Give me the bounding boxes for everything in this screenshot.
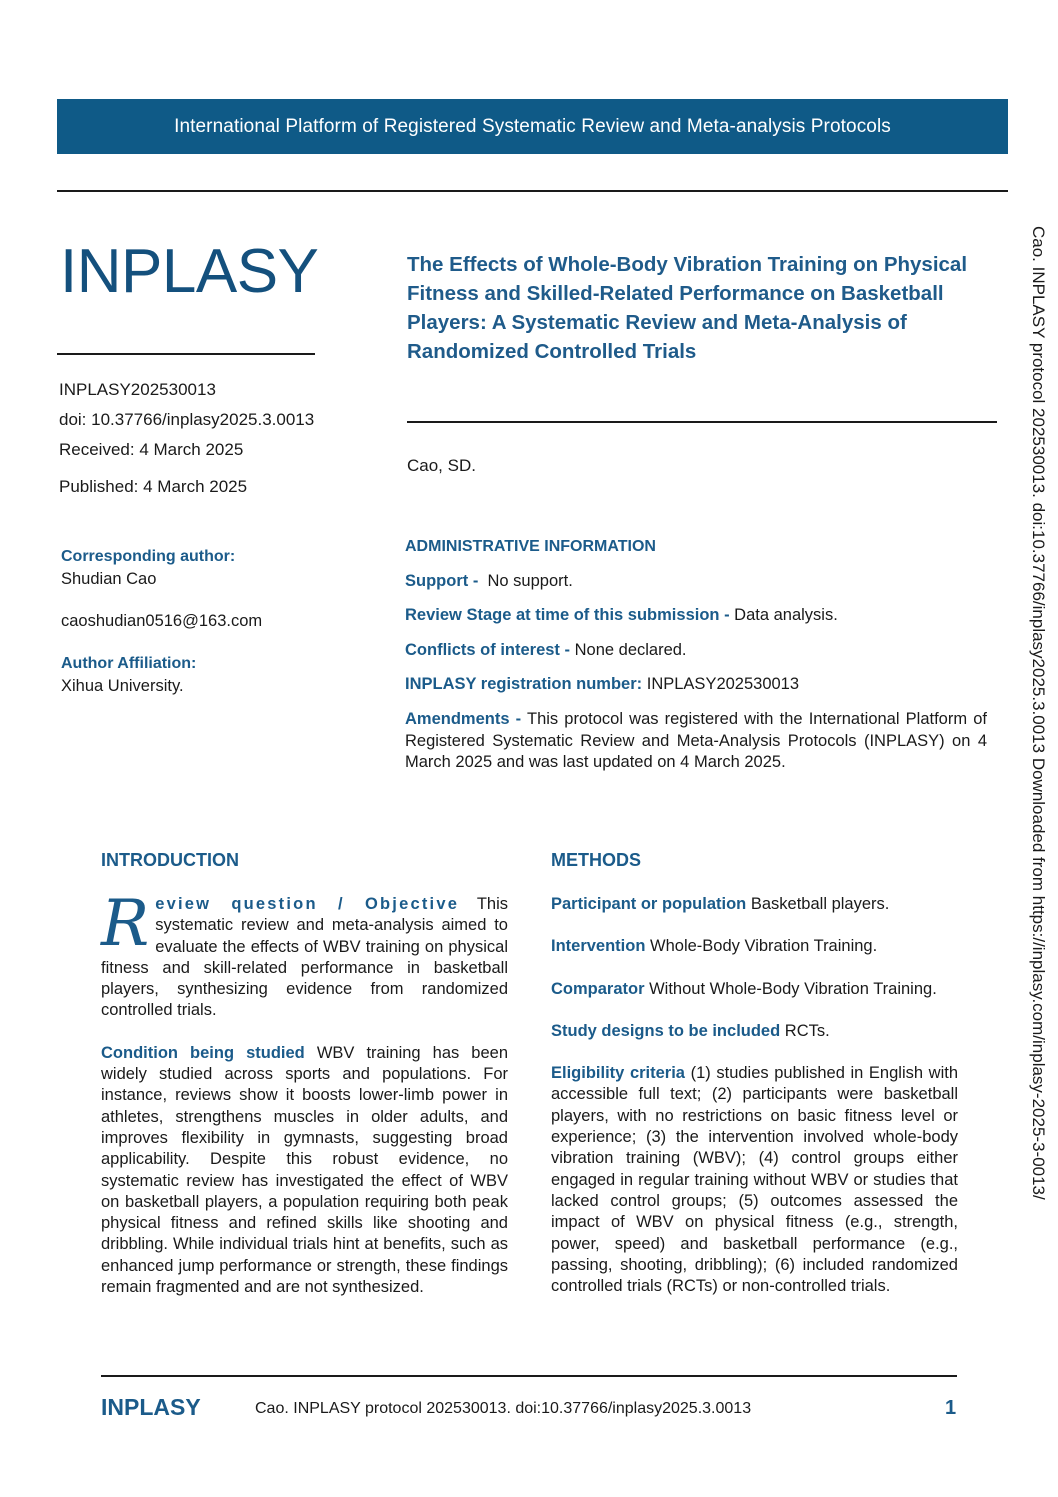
registration-value: INPLASY202530013	[646, 675, 800, 693]
corresponding-author-email[interactable]: caoshudian0516@163.com	[61, 612, 263, 630]
intervention-label: Intervention	[551, 937, 646, 956]
conflicts-label: Conflicts of interest -	[405, 641, 571, 659]
review-stage-value: Data analysis.	[734, 606, 838, 624]
review-stage-label: Review Stage at time of this submission -	[405, 606, 730, 624]
review-stage-row	[405, 606, 838, 625]
support-row	[405, 572, 573, 591]
admin-heading: ADMINISTRATIVE INFORMATION	[405, 538, 656, 555]
comparator-text: Without Whole-Body Vibration Training.	[649, 979, 937, 998]
methods-heading: METHODS	[551, 850, 641, 870]
dropcap-letter: R	[101, 887, 150, 961]
population-label: Participant or population	[551, 895, 747, 913]
affiliation-value: Xihua University.	[61, 677, 184, 695]
footer-brand: INPLASY	[101, 1394, 201, 1420]
corresponding-author-label: Corresponding author:	[61, 548, 236, 565]
amendments	[405, 709, 987, 774]
study-design-text: RCTs.	[784, 1021, 830, 1040]
review-question-paragraph	[101, 887, 508, 1022]
doi: doi: 10.37766/inplasy2025.3.0013	[59, 410, 315, 429]
banner-text: International Platform of Registered Systematic Review and Meta-analysis Protocols	[174, 115, 891, 137]
page-number: 1	[945, 1397, 957, 1419]
support-value: No support.	[487, 572, 573, 590]
comparator-paragraph	[551, 979, 958, 1000]
review-question-label: eview question / Objective	[155, 895, 460, 913]
intervention-paragraph	[551, 936, 958, 957]
paper-title: The Effects of Whole-Body Vibration Training on Physical Fitness and Skilled-Related Performance on Basketball Players: A Systematic Review and Meta-Analysis of Randomized Controlled Trials	[407, 253, 968, 363]
header-banner	[57, 99, 1008, 154]
registration-row	[405, 675, 799, 694]
condition-paragraph	[101, 1043, 508, 1299]
title-divider	[407, 421, 997, 423]
footer-divider	[101, 1375, 957, 1377]
condition-text: WBV training has been widely studied across sports and populations. For instance, reviews show it boosts lower-limb power in athletes, strengthens muscles in older adults, and improves flexibility in gymnasts, suggesting broad applicability. Despite this robust evidence, no systematic review has investigated the effect of WBV on basketball players, a population requiring both peak physical fitness and refined skills like shooting and dribbling. While individual trials hint at benefits, such as enhanced jump performance or strength, these findings remain fragmented and are not synthesized.	[101, 1043, 509, 1297]
population-text: Basketball players.	[750, 895, 890, 913]
support-label: Support -	[405, 572, 479, 590]
top-divider	[57, 190, 1008, 192]
corresponding-author-name: Shudian Cao	[61, 570, 157, 588]
introduction-column	[101, 887, 509, 1319]
amendments-label: Amendments -	[405, 710, 522, 728]
methods-column	[551, 894, 958, 1318]
footer-citation: Cao. INPLASY protocol 202530013. doi:10.37766/inplasy2025.3.0013	[255, 1400, 752, 1417]
conflicts-row	[405, 641, 687, 660]
logo-divider	[57, 353, 315, 355]
review-question-text: This systematic review and meta-analysis aimed to evaluate the effects of WBV training on physical fitness and skill-related performance in basketball players, synthesizing evidence from randomized controlled trials.	[101, 895, 508, 1020]
side-citation: Cao. INPLASY protocol 202530013. doi:10.37766/inplasy2025.3.0013 Downloaded from https://inplasy.com/inplasy-2025-3-0013/	[1029, 226, 1048, 1200]
conflicts-value: None declared.	[574, 641, 687, 659]
eligibility-paragraph	[551, 1063, 958, 1297]
population-paragraph	[551, 894, 958, 915]
received-date: Received: 4 March 2025	[59, 440, 244, 459]
protocol-id: INPLASY202530013	[59, 380, 216, 399]
study-design-paragraph	[551, 1021, 958, 1042]
published-date: Published: 4 March 2025	[59, 477, 248, 496]
authors: Cao, SD.	[407, 456, 476, 475]
intervention-text: Whole-Body Vibration Training.	[650, 937, 878, 956]
amendments-text: This protocol was registered with the International Platform of Registered Systematic Review and Meta-Analysis Protocols (INPLASY) on 4 March 2025 and was last updated on 4 March 2025.	[405, 710, 987, 771]
eligibility-label: Eligibility criteria	[551, 1064, 685, 1083]
affiliation-label: Author Affiliation:	[61, 655, 197, 672]
introduction-heading: INTRODUCTION	[101, 850, 239, 870]
inplasy-logo: INPLASY	[60, 237, 319, 306]
registration-label: INPLASY registration number:	[405, 675, 643, 693]
condition-label: Condition being studied	[101, 1043, 305, 1062]
comparator-label: Comparator	[551, 979, 645, 998]
eligibility-text: (1) studies published in English with accessible full text; (2) participants were basketball players, with no restrictions on basic fitness level or experience; (3) the intervention involved whole-body vibration training (WBV); (4) control groups either engaged in regular training without WBV or studies that lacked control groups; (5) outcomes assessed the impact of WBV on physical fitness (e.g., strength, power, speed) and basketball performance (e.g., passing, shooting, dribbling); (6) included randomized controlled trials (RCTs) or non-controlled trials.	[551, 1064, 958, 1296]
study-design-label: Study designs to be included	[551, 1021, 781, 1040]
